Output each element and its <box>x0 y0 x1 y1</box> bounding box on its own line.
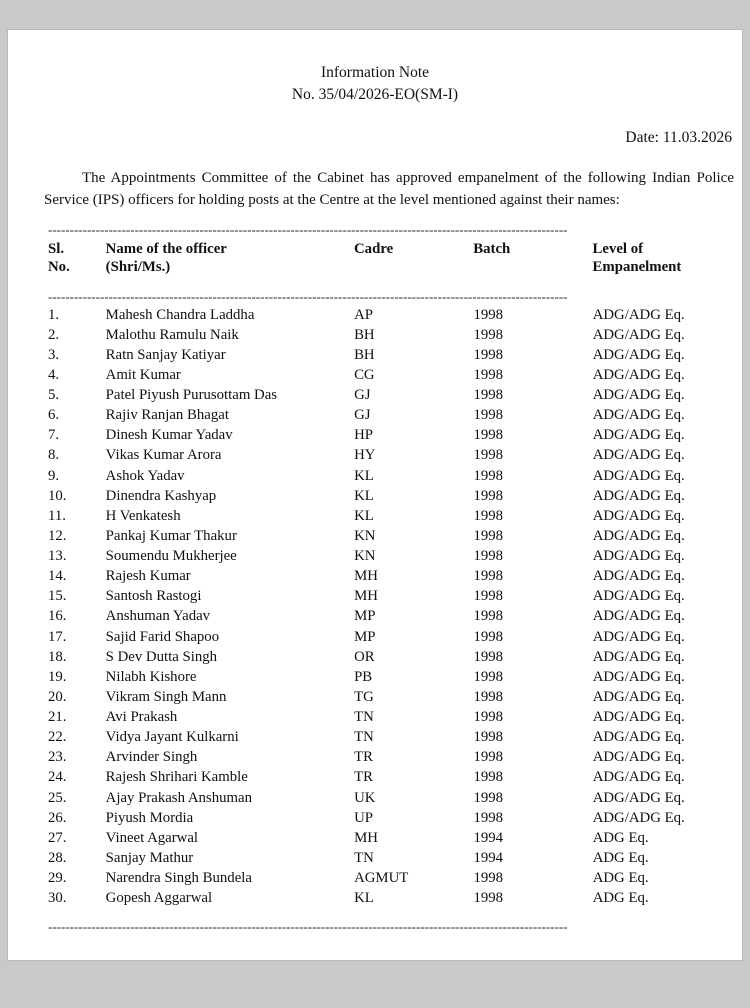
table-row <box>48 587 742 607</box>
cell-officer-name: Ratn Sanjay Katiyar <box>105 346 226 363</box>
cell-batch: 1998 <box>473 548 504 564</box>
table-row <box>48 768 742 788</box>
divider-top: ------------------------------------------------------------------------------------------------------------------------ <box>48 221 568 237</box>
cell-officer-name: Gopesh Aggarwal <box>105 890 213 907</box>
cell-batch: 1998 <box>473 447 504 464</box>
cell-sl-no: 21. <box>48 709 67 725</box>
cell-cadre: UP <box>354 809 373 826</box>
cell-cadre: KN <box>354 548 376 564</box>
cell-cadre: BH <box>354 326 375 343</box>
cell-level: ADG/ADG Eq. <box>592 648 685 665</box>
cell-cadre: TN <box>354 849 374 866</box>
cell-batch: 1998 <box>473 608 504 625</box>
column-header-name <box>106 238 354 279</box>
cell-cadre: MP <box>354 628 376 645</box>
officers-table-body <box>48 305 742 909</box>
cell-sl-no: 29. <box>48 870 67 886</box>
cell-cadre: TN <box>354 709 374 725</box>
table-row <box>48 526 742 546</box>
cell-sl-no: 24. <box>48 769 67 786</box>
table-row <box>48 486 742 506</box>
document-body <box>8 62 742 960</box>
cell-cadre: TN <box>354 729 374 746</box>
cell-sl-no: 14. <box>48 568 67 585</box>
cell-officer-name: Malothu Ramulu Naik <box>105 326 239 343</box>
cell-level: ADG/ADG Eq. <box>592 709 685 725</box>
column-header-sl-no-line2: No. <box>48 259 70 276</box>
cell-sl-no: 17. <box>48 628 67 645</box>
table-row <box>48 345 742 365</box>
cell-officer-name: Dinesh Kumar Yadav <box>105 427 233 444</box>
cell-batch: 1998 <box>473 527 504 544</box>
cell-sl-no: 18. <box>48 648 67 665</box>
cell-batch: 1998 <box>473 870 504 886</box>
document-number: No. 35/04/2026-EO(SM-I) <box>291 86 459 104</box>
cell-officer-name: S Dev Dutta Singh <box>105 648 218 665</box>
table-row <box>48 385 742 405</box>
cell-level: ADG/ADG Eq. <box>592 326 685 343</box>
cell-sl-no: 8. <box>48 447 60 464</box>
cell-officer-name: Patel Piyush Purusottam Das <box>105 387 278 403</box>
cell-officer-name: Vidya Jayant Kulkarni <box>105 729 239 746</box>
cell-level: ADG/ADG Eq. <box>592 588 685 605</box>
cell-level: ADG/ADG Eq. <box>592 447 685 464</box>
document-title: Information Note <box>320 64 430 81</box>
cell-batch: 1998 <box>473 326 504 343</box>
cell-cadre: HY <box>354 447 376 464</box>
cell-level: ADG/ADG Eq. <box>592 668 685 685</box>
column-header-sl-no-line1: Sl. <box>48 240 65 257</box>
cell-batch: 1998 <box>473 387 504 403</box>
cell-officer-name: Rajiv Ranjan Bhagat <box>105 407 229 424</box>
officers-table <box>48 238 742 279</box>
cell-cadre: CG <box>354 366 375 383</box>
cell-cadre: KL <box>354 467 374 484</box>
cell-cadre: MH <box>354 588 378 605</box>
table-row <box>48 567 742 587</box>
cell-officer-name: Ashok Yadav <box>105 467 185 484</box>
cell-officer-name: Vikram Singh Mann <box>105 688 227 705</box>
cell-level: ADG/ADG Eq. <box>592 467 685 484</box>
table-row <box>48 446 742 466</box>
table-row <box>48 546 742 566</box>
column-header-sl-no <box>48 238 106 279</box>
document-title-block <box>8 62 742 107</box>
table-row <box>48 365 742 385</box>
cell-sl-no: 16. <box>48 608 67 625</box>
column-header-name-line2: (Shri/Ms.) <box>105 259 171 276</box>
cell-level: ADG Eq. <box>592 870 649 886</box>
cell-level: ADG Eq. <box>592 890 649 907</box>
document-page <box>8 30 742 960</box>
table-row <box>48 808 742 828</box>
cell-officer-name: Dinendra Kashyap <box>105 487 217 504</box>
column-header-level-line2: Empanelment <box>592 259 682 276</box>
cell-batch: 1998 <box>473 628 504 645</box>
cell-officer-name: Mahesh Chandra Laddha <box>105 306 255 323</box>
intro-paragraph: The Appointments Committee of the Cabinet has approved empanelment of the following Indian Police Service (IPS) officers for holding posts at the Centre at the level mentioned against their names: <box>44 169 734 209</box>
cell-sl-no: 28. <box>48 849 67 866</box>
cell-officer-name: Sanjay Mathur <box>105 849 194 866</box>
cell-cadre: MH <box>354 829 378 846</box>
column-header-level-line1: Level of <box>592 240 644 257</box>
cell-level: ADG Eq. <box>592 849 649 866</box>
cell-cadre: OR <box>354 648 375 665</box>
cell-level: ADG/ADG Eq. <box>592 366 685 383</box>
cell-level: ADG/ADG Eq. <box>592 628 685 645</box>
cell-level: ADG/ADG Eq. <box>592 809 685 826</box>
cell-officer-name: Ajay Prakash Anshuman <box>105 789 252 806</box>
cell-cadre: TR <box>354 749 373 766</box>
cell-batch: 1998 <box>473 729 504 746</box>
cell-batch: 1998 <box>473 427 504 444</box>
cell-officer-name: Anshuman Yadav <box>105 608 211 625</box>
cell-batch: 1998 <box>473 688 504 705</box>
table-row <box>48 426 742 446</box>
cell-cadre: AGMUT <box>354 870 409 886</box>
cell-sl-no: 1. <box>48 306 60 323</box>
cell-sl-no: 5. <box>48 387 60 403</box>
column-header-level <box>593 238 742 279</box>
cell-officer-name: Avi Prakash <box>105 709 178 725</box>
cell-sl-no: 30. <box>48 890 67 907</box>
cell-cadre: BH <box>354 346 375 363</box>
cell-cadre: GJ <box>354 407 371 424</box>
cell-batch: 1998 <box>473 648 504 665</box>
cell-officer-name: Soumendu Mukherjee <box>105 548 237 564</box>
cell-batch: 1998 <box>473 809 504 826</box>
cell-sl-no: 20. <box>48 688 67 705</box>
table-row <box>48 707 742 727</box>
cell-cadre: AP <box>354 306 373 323</box>
cell-batch: 1998 <box>473 507 504 524</box>
table-row <box>48 627 742 647</box>
cell-cadre: TG <box>354 688 374 705</box>
cell-cadre: KN <box>354 527 376 544</box>
cell-sl-no: 10. <box>48 487 67 504</box>
cell-batch: 1998 <box>473 769 504 786</box>
cell-batch: 1998 <box>473 588 504 605</box>
cell-cadre: TR <box>354 769 373 786</box>
column-header-name-line1: Name of the officer <box>105 240 227 257</box>
cell-cadre: MH <box>354 568 378 585</box>
cell-level: ADG/ADG Eq. <box>592 427 685 444</box>
cell-level: ADG/ADG Eq. <box>592 568 685 585</box>
table-row <box>48 406 742 426</box>
table-row <box>48 748 742 768</box>
cell-cadre: HP <box>354 427 373 444</box>
cell-sl-no: 26. <box>48 809 67 826</box>
cell-sl-no: 23. <box>48 749 67 766</box>
table-row <box>48 848 742 868</box>
divider-mid: ------------------------------------------------------------------------------------------------------------------------ <box>48 288 568 304</box>
cell-level: ADG/ADG Eq. <box>592 789 685 806</box>
cell-officer-name: Rajesh Shrihari Kamble <box>105 769 248 786</box>
cell-batch: 1994 <box>473 829 504 846</box>
cell-officer-name: Piyush Mordia <box>105 809 194 826</box>
cell-cadre: KL <box>354 507 374 524</box>
cell-sl-no: 7. <box>48 427 60 444</box>
cell-level: ADG/ADG Eq. <box>592 407 685 424</box>
cell-officer-name: H Venkatesh <box>105 507 181 524</box>
cell-level: ADG/ADG Eq. <box>592 507 685 524</box>
cell-sl-no: 22. <box>48 729 67 746</box>
cell-batch: 1998 <box>473 890 504 907</box>
cell-level: ADG Eq. <box>592 829 649 846</box>
table-row <box>48 466 742 486</box>
column-header-cadre: Cadre <box>354 240 394 257</box>
table-row <box>48 728 742 748</box>
cell-batch: 1998 <box>473 407 504 424</box>
cell-sl-no: 11. <box>48 507 66 524</box>
cell-cadre: UK <box>354 789 376 806</box>
cell-cadre: GJ <box>354 387 371 403</box>
cell-cadre: KL <box>354 890 374 907</box>
cell-level: ADG/ADG Eq. <box>592 487 685 504</box>
cell-batch: 1998 <box>473 668 504 685</box>
cell-cadre: KL <box>354 487 374 504</box>
table-row <box>48 889 742 909</box>
cell-batch: 1998 <box>473 306 504 323</box>
cell-officer-name: Sajid Farid Shapoo <box>105 628 220 645</box>
cell-level: ADG/ADG Eq. <box>592 306 685 323</box>
table-header <box>48 238 742 279</box>
cell-sl-no: 19. <box>48 668 67 685</box>
cell-cadre: PB <box>354 668 373 685</box>
cell-sl-no: 3. <box>48 346 60 363</box>
cell-level: ADG/ADG Eq. <box>592 346 685 363</box>
cell-officer-name: Pankaj Kumar Thakur <box>105 527 237 544</box>
table-row <box>48 687 742 707</box>
cell-sl-no: 27. <box>48 829 67 846</box>
cell-officer-name: Amit Kumar <box>105 366 181 383</box>
cell-officer-name: Arvinder Singh <box>105 749 198 766</box>
table-row <box>48 647 742 667</box>
cell-level: ADG/ADG Eq. <box>592 387 685 403</box>
table-row <box>48 607 742 627</box>
cell-level: ADG/ADG Eq. <box>592 548 685 564</box>
cell-sl-no: 15. <box>48 588 67 605</box>
cell-sl-no: 6. <box>48 407 60 424</box>
cell-level: ADG/ADG Eq. <box>592 729 685 746</box>
cell-batch: 1998 <box>473 789 504 806</box>
table-row <box>48 506 742 526</box>
cell-batch: 1998 <box>473 366 504 383</box>
cell-sl-no: 2. <box>48 326 60 343</box>
cell-sl-no: 9. <box>48 467 60 484</box>
table-row <box>48 828 742 848</box>
cell-batch: 1998 <box>473 709 504 725</box>
table-row <box>48 788 742 808</box>
table-body <box>48 305 742 909</box>
cell-batch: 1998 <box>473 467 504 484</box>
cell-sl-no: 4. <box>48 366 60 383</box>
cell-batch: 1998 <box>473 568 504 585</box>
cell-sl-no: 25. <box>48 789 67 806</box>
cell-level: ADG/ADG Eq. <box>592 749 685 766</box>
cell-level: ADG/ADG Eq. <box>592 769 685 786</box>
cell-batch: 1998 <box>473 346 504 363</box>
table-row <box>48 305 742 325</box>
cell-officer-name: Vineet Agarwal <box>105 829 199 846</box>
table-header-row <box>48 238 742 279</box>
divider-bottom: ------------------------------------------------------------------------------------------------------------------------ <box>48 918 568 934</box>
cell-level: ADG/ADG Eq. <box>592 527 685 544</box>
cell-sl-no: 13. <box>48 548 67 564</box>
table-row <box>48 325 742 345</box>
cell-officer-name: Nilabh Kishore <box>105 668 197 685</box>
cell-sl-no: 12. <box>48 527 67 544</box>
cell-batch: 1998 <box>473 487 504 504</box>
cell-level: ADG/ADG Eq. <box>592 688 685 705</box>
cell-officer-name: Narendra Singh Bundela <box>105 870 252 886</box>
cell-officer-name: Rajesh Kumar <box>105 568 191 585</box>
cell-batch: 1994 <box>473 849 504 866</box>
cell-officer-name: Santosh Rastogi <box>105 588 202 605</box>
column-header-batch: Batch <box>473 240 511 257</box>
document-date: Date: 11.03.2026 <box>625 128 732 146</box>
cell-cadre: MP <box>354 608 376 625</box>
cell-batch: 1998 <box>473 749 504 766</box>
table-row <box>48 667 742 687</box>
cell-level: ADG/ADG Eq. <box>592 608 685 625</box>
cell-officer-name: Vikas Kumar Arora <box>105 447 222 464</box>
table-row <box>48 868 742 888</box>
